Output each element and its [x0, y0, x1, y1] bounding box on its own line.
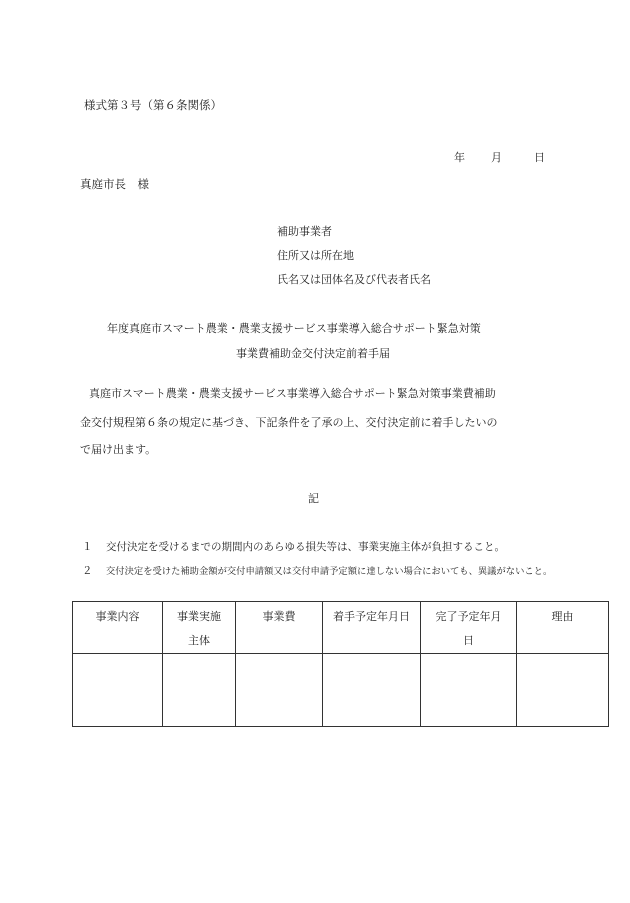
- cell-completion-date[interactable]: [421, 654, 517, 727]
- applicant-address: 住所又は所在地: [277, 249, 354, 262]
- condition-item: [82, 563, 552, 578]
- header-project-cost: 事業費: [236, 602, 323, 654]
- cell-implementing-entity[interactable]: [163, 654, 236, 727]
- table-row: [73, 654, 609, 727]
- condition-number: １: [82, 541, 93, 553]
- document-title-line2: 事業費補助金交付決定前着手届: [236, 347, 390, 360]
- cell-reason[interactable]: [517, 654, 609, 727]
- condition-text: 交付決定を受けるまでの期間内のあらゆる損失等は、事業実施主体が負担すること。: [106, 541, 505, 553]
- applicant-name: 氏名又は団体名及び代表者氏名: [277, 273, 431, 286]
- date-month: 月: [491, 151, 502, 164]
- condition-number: ２: [82, 565, 93, 577]
- date-line: [454, 149, 545, 165]
- body-text-line1: 真庭市スマート農業・農業支援サービス事業導入総合サポート緊急対策事業費補助: [89, 387, 496, 400]
- plan-table: [72, 601, 609, 727]
- date-year: 年: [454, 151, 465, 164]
- addressee: 真庭市長 様: [80, 177, 149, 191]
- cell-start-date[interactable]: [323, 654, 421, 727]
- body-text-line2: 金交付規程第６条の規定に基づき、下記条件を了承の上、交付決定前に着手したいの: [80, 416, 498, 429]
- header-completion-date: 完了予定年月 日: [421, 602, 517, 654]
- header-reason: 理由: [517, 602, 609, 654]
- body-text-line3: で届け出ます。: [80, 443, 157, 456]
- condition-item: [82, 539, 505, 554]
- date-day: 日: [534, 151, 545, 164]
- header-business-content: 事業内容: [73, 602, 163, 654]
- header-start-date: 着手予定年月日: [323, 602, 421, 654]
- condition-text: 交付決定を受けた補助金額が交付申請額又は交付申請予定額に達しない場合においても、異議がないこと。: [106, 566, 553, 577]
- ki-heading: 記: [308, 492, 319, 505]
- cell-project-cost[interactable]: [236, 654, 323, 727]
- cell-business-content[interactable]: [73, 654, 163, 727]
- applicant-label: 補助事業者: [277, 225, 332, 238]
- form-number: 様式第３号（第６条関係）: [84, 98, 222, 112]
- document-title-line1: 年度真庭市スマート農業・農業支援サービス事業導入総合サポート緊急対策: [107, 322, 481, 335]
- header-implementing-entity: 事業実施 主体: [163, 602, 236, 654]
- table-header-row: [73, 602, 609, 654]
